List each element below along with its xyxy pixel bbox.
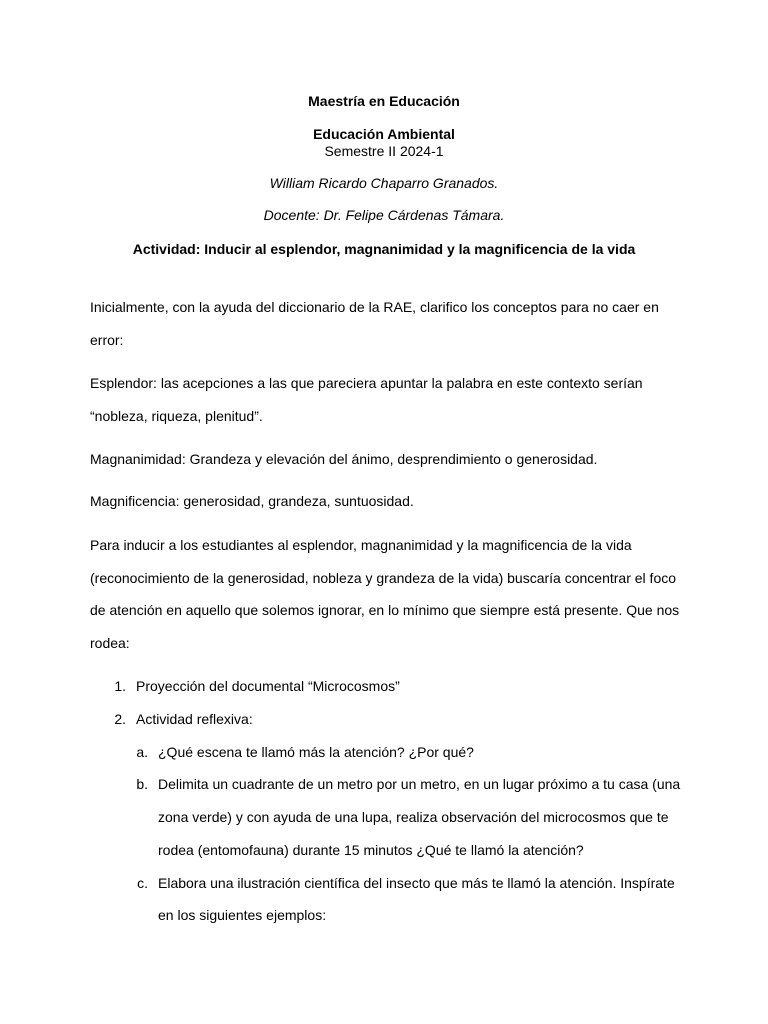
sublist-marker: b. <box>136 776 148 792</box>
sublist-item-b-line-2: zona verde) y con ayuda de una lupa, realiza observación del microcosmos que te <box>158 809 669 825</box>
sublist-item-c-line-2: en los siguientes ejemplos: <box>158 907 327 923</box>
sublist-item-b-line-1: Delimita un cuadrante de un metro por un metro, en un lugar próximo a tu casa (una <box>158 776 681 792</box>
sublist-item-a: ¿Qué escena te llamó más la atención? ¿Por qué? <box>158 744 474 760</box>
esplendor-line-2: “nobleza, riqueza, plenitud”. <box>90 408 263 424</box>
sublist-marker: c. <box>137 875 148 891</box>
sublist-item-b-line-3: rodea (entomofauna) durante 15 minutos ¿Qué te llamó la atención? <box>158 842 584 858</box>
teacher-name: Docente: Dr. Felipe Cárdenas Támara. <box>263 207 505 223</box>
esplendor-line-1: Esplendor: las acepciones a las que pareciera apuntar la palabra en este contexto serían <box>90 375 643 391</box>
list-marker: 1. <box>114 678 126 694</box>
para-inducir-line-1: Para inducir a los estudiantes al esplendor, magnanimidad y la magnificencia de la vida <box>90 537 632 553</box>
magnificencia-definition: Magnificencia: generosidad, grandeza, suntuosidad. <box>90 493 414 509</box>
list-item-actividad: Actividad reflexiva: <box>136 711 253 727</box>
magnanimidad-definition: Magnanimidad: Grandeza y elevación del ánimo, desprendimiento o generosidad. <box>90 451 598 467</box>
author-name: William Ricardo Chaparro Granados. <box>269 175 499 191</box>
para-inducir-line-3: de atención en aquello que solemos ignorar, en lo mínimo que siempre está presente. Que nos <box>90 602 680 618</box>
program-title: Maestría en Educación <box>308 93 460 109</box>
activity-title: Actividad: Inducir al esplendor, magnanimidad y la magnificencia de la vida <box>132 241 636 257</box>
intro-line-1: Inicialmente, con la ayuda del diccionario de la RAE, clarifico los conceptos para no caer en <box>90 299 659 315</box>
list-item-documental: Proyección del documental “Microcosmos” <box>136 678 400 694</box>
sublist-marker: a. <box>136 744 148 760</box>
course-title: Educación Ambiental <box>313 126 455 142</box>
sublist-item-c-line-1: Elabora una ilustración científica del insecto que más te llamó la atención. Inspírate <box>158 875 675 891</box>
intro-line-2: error: <box>90 332 124 348</box>
list-marker: 2. <box>114 711 126 727</box>
para-inducir-line-2: (reconocimiento de la generosidad, nobleza y grandeza de la vida) buscaría concentrar el foco <box>90 570 677 586</box>
para-inducir-line-4: rodea: <box>90 635 130 651</box>
semester-label: Semestre II 2024-1 <box>324 143 444 159</box>
